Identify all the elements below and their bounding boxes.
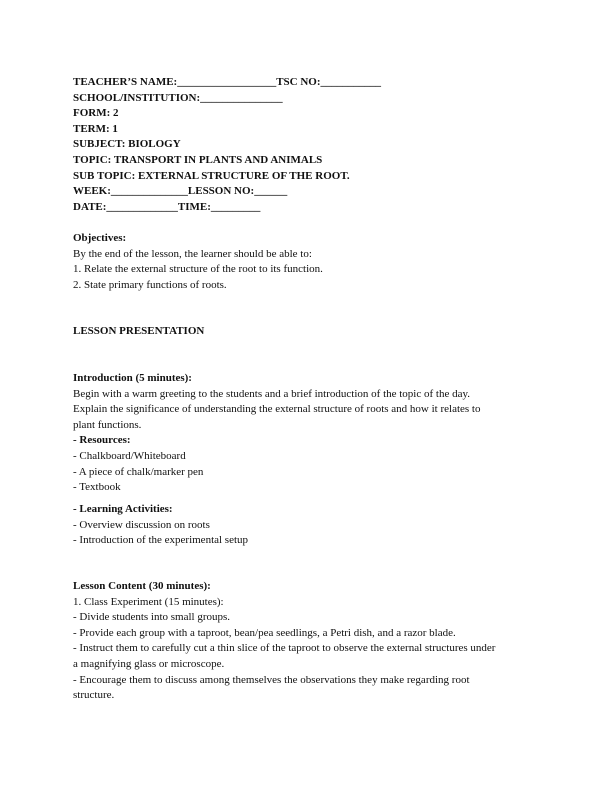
objective-line: 1. Relate the external structure of the root to its function. <box>73 263 323 276</box>
lesson-content-section <box>73 579 495 704</box>
content-line: a magnifying glass or microscope. <box>73 657 225 670</box>
objectives-heading: Objectives: <box>73 232 127 244</box>
content-line: structure. <box>73 689 115 702</box>
intro-line: plant functions. <box>73 418 142 431</box>
week-line: WEEK:______________LESSON NO:______ <box>73 185 288 198</box>
topic-line: TOPIC: TRANSPORT IN PLANTS AND ANIMALS <box>73 153 323 166</box>
lesson-presentation-heading: LESSON PRESENTATION <box>73 325 205 337</box>
header-block <box>73 75 381 215</box>
term-line: TERM: 1 <box>73 122 118 135</box>
activity-item: - Overview discussion on roots <box>73 518 210 531</box>
intro-line: Explain the significance of understanding the external structure of roots and how it relates to <box>73 403 481 416</box>
objectives-section <box>73 231 323 293</box>
school-line: SCHOOL/INSTITUTION:_______________ <box>73 91 283 104</box>
activities-section <box>73 502 248 549</box>
introduction-heading: Introduction (5 minutes): <box>73 372 192 384</box>
teacher-name-line: TEACHER’S NAME:__________________TSC NO:___________ <box>73 76 382 88</box>
resource-item: - A piece of chalk/marker pen <box>73 465 204 478</box>
content-line: - Encourage them to discuss among themselves the observations they make regarding root <box>73 673 470 686</box>
resources-heading: - Resources: <box>73 434 131 447</box>
date-line: DATE:_____________TIME:_________ <box>73 200 261 213</box>
content-line: - Divide students into small groups. <box>73 611 231 624</box>
form-line: FORM: 2 <box>73 107 119 120</box>
activity-item: - Introduction of the experimental setup <box>73 534 249 547</box>
objective-line: 2. State primary functions of roots. <box>73 278 227 291</box>
content-line: - Provide each group with a taproot, bean/pea seedlings, a Petri dish, and a razor blade. <box>73 626 456 639</box>
resource-item: - Chalkboard/Whiteboard <box>73 449 186 462</box>
lesson-presentation-section <box>73 324 204 340</box>
introduction-section <box>73 371 480 496</box>
lesson-content-heading: Lesson Content (30 minutes): <box>73 580 211 592</box>
content-line: - Instruct them to carefully cut a thin slice of the taproot to observe the external structures under <box>73 642 496 655</box>
subject-line: SUBJECT: BIOLOGY <box>73 138 181 151</box>
intro-line: Begin with a warm greeting to the students and a brief introduction of the topic of the day. <box>73 387 471 400</box>
resource-item: - Textbook <box>73 481 121 494</box>
content-line: 1. Class Experiment (15 minutes): <box>73 595 224 608</box>
subtopic-line: SUB TOPIC: EXTERNAL STRUCTURE OF THE ROOT. <box>73 169 350 182</box>
activities-heading: - Learning Activities: <box>73 503 173 515</box>
objective-line: By the end of the lesson, the learner should be able to: <box>73 247 312 260</box>
